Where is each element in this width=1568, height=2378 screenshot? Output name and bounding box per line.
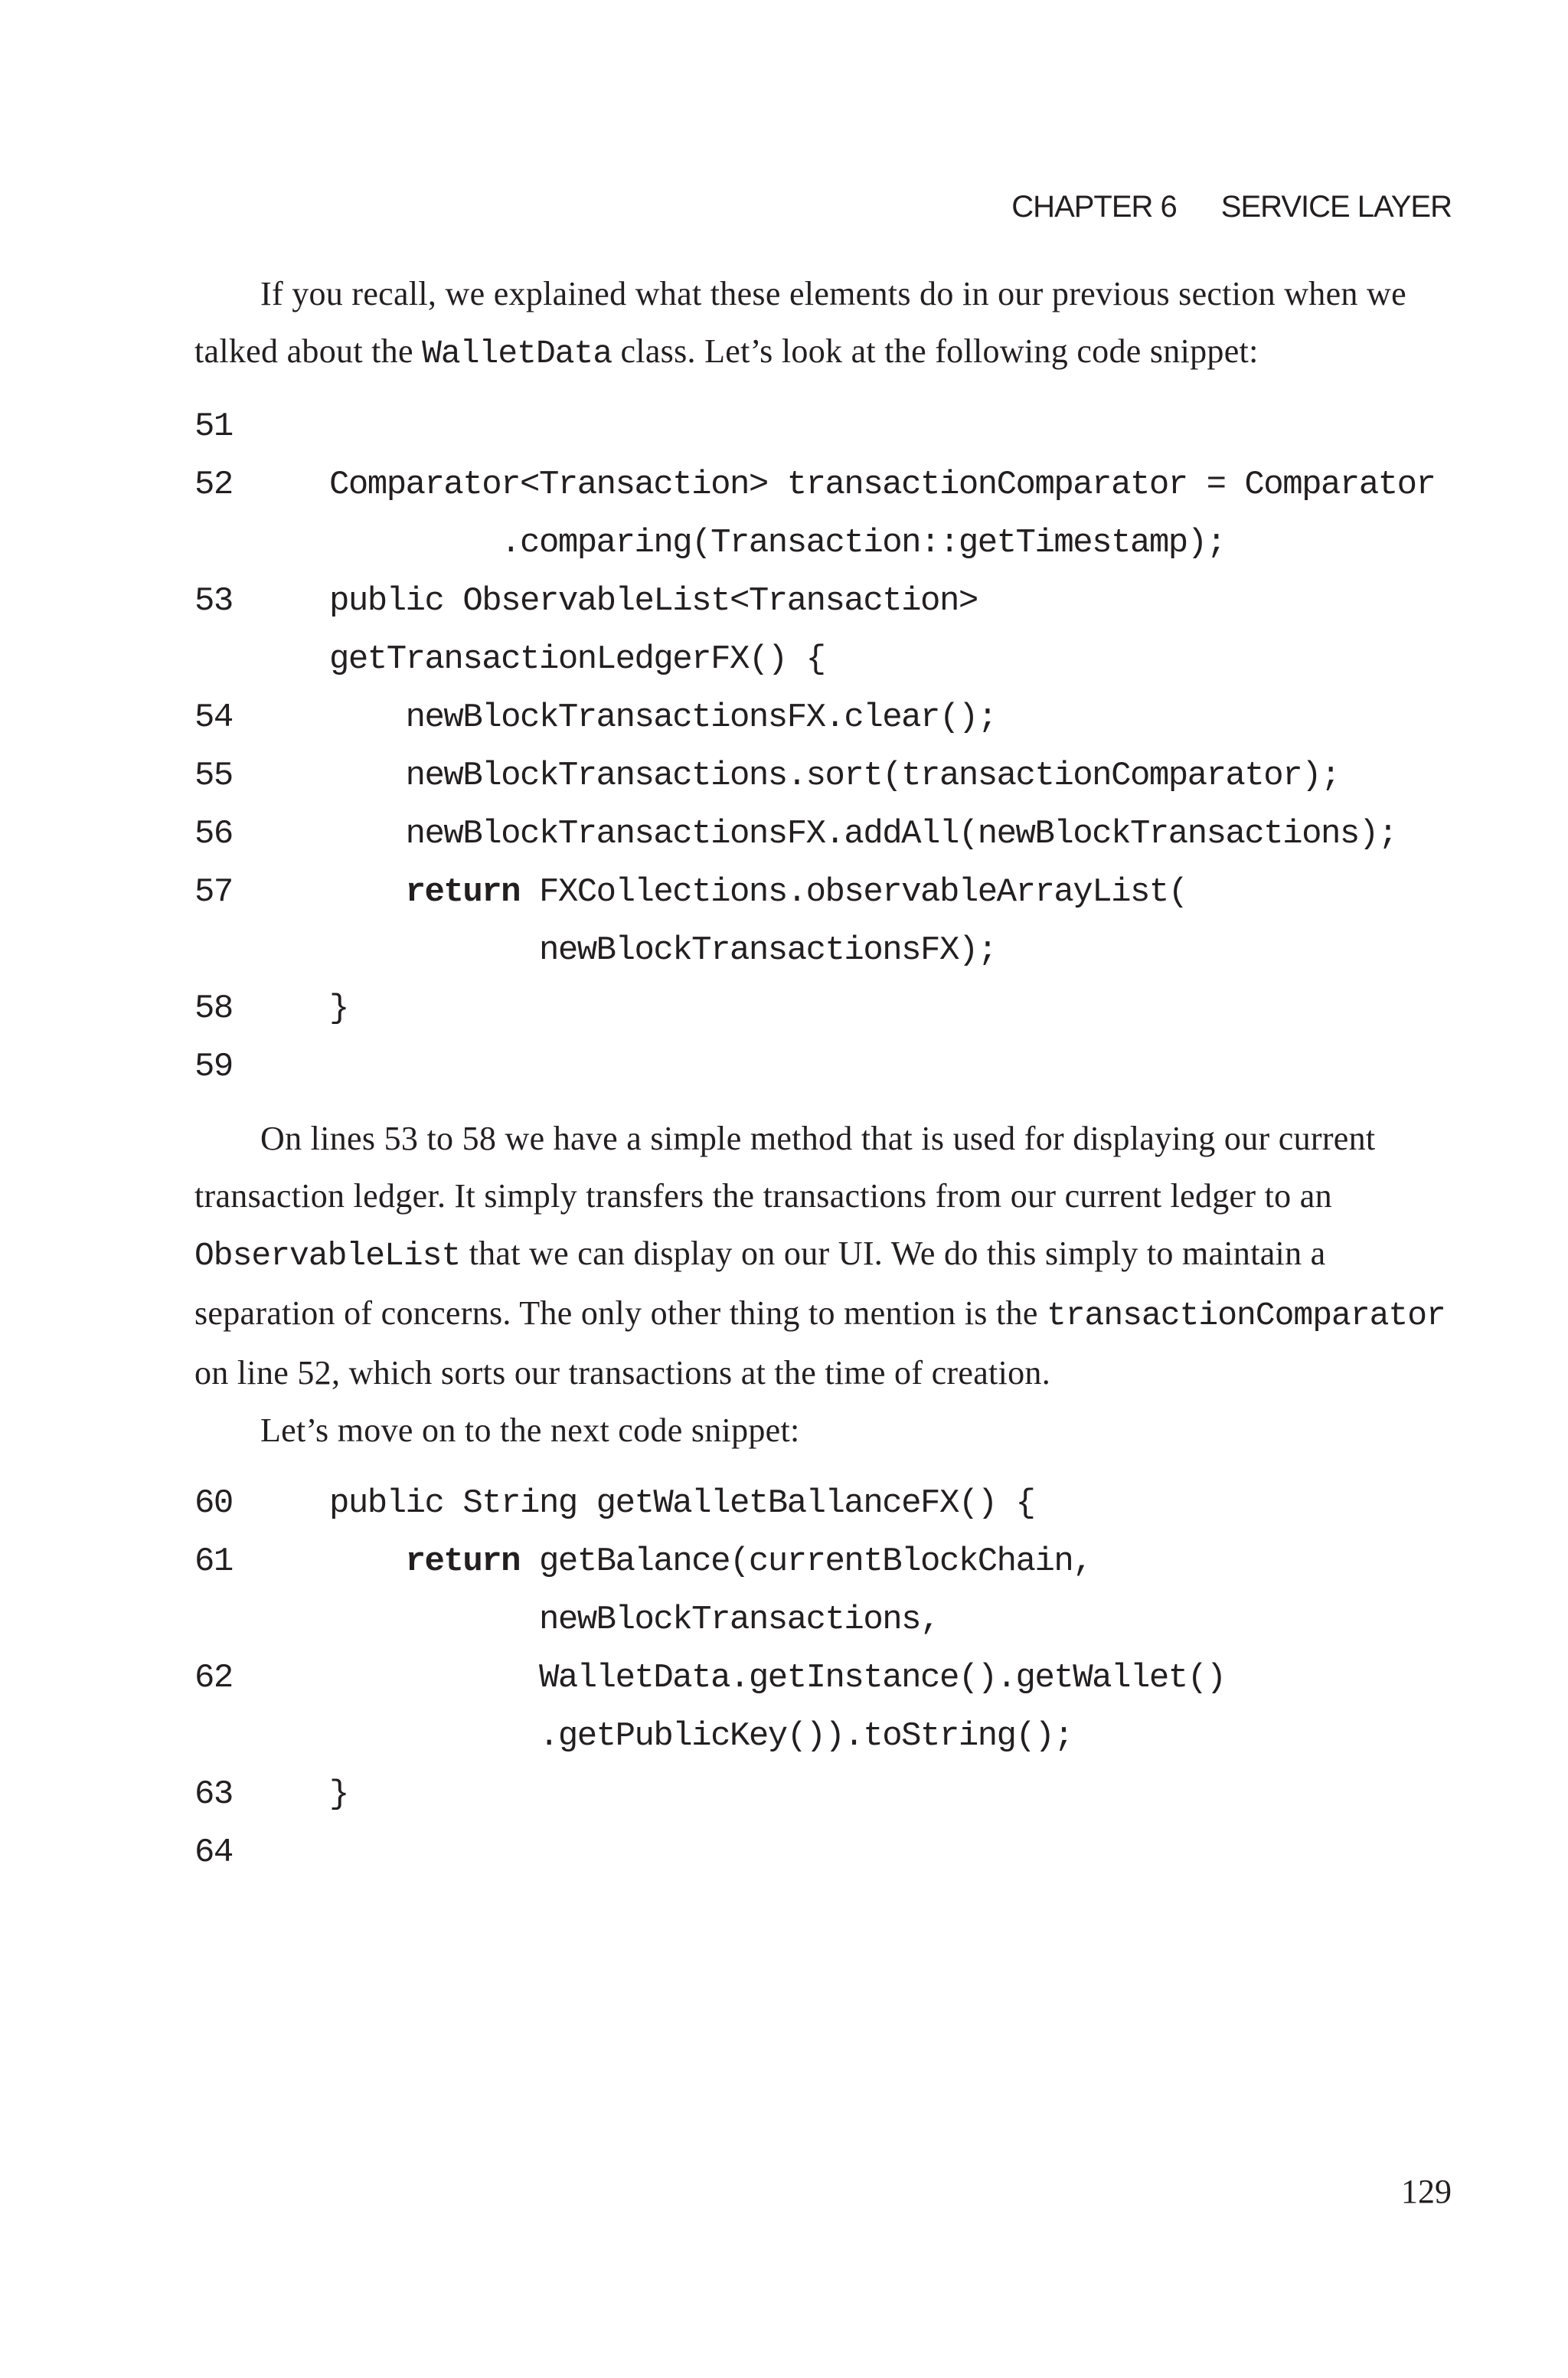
line-number <box>194 1591 329 1649</box>
code-line <box>194 689 1454 747</box>
line-number <box>194 630 329 689</box>
code-line <box>194 980 1454 1038</box>
code-text: Comparator<Transaction> transactionComparator = Comparator <box>329 466 1436 504</box>
keyword: return <box>405 873 521 911</box>
line-number: 60 <box>194 1484 233 1523</box>
code-text: newBlockTransactionsFX.addAll(newBlockTransactions); <box>329 815 1397 853</box>
keyword: return <box>405 1542 521 1581</box>
code-text: } <box>329 989 348 1028</box>
code-line <box>194 397 1454 456</box>
code-text: newBlockTransactionsFX); <box>329 931 997 970</box>
transition-paragraph: Let’s move on to the next code snippet: <box>260 1411 800 1449</box>
code-snippet-1 <box>194 397 1454 1096</box>
page-number: 129 <box>1401 2173 1452 2210</box>
intro-paragraph: If you recall, we explained what these elements do in our previous section when we talked about the WalletData class. Let’s look at the following code snippet: <box>194 275 1406 372</box>
code-line <box>194 514 1454 572</box>
code-snippet-2 <box>194 1474 1454 1882</box>
code-text: .comparing(Transaction::getTimestamp); <box>329 524 1226 562</box>
section-label: SERVICE LAYER <box>1220 190 1452 224</box>
line-number <box>194 1707 329 1765</box>
line-number: 52 <box>194 466 233 504</box>
line-number: 63 <box>194 1775 233 1814</box>
line-number: 55 <box>194 757 233 795</box>
code-line <box>194 572 1454 630</box>
running-header <box>1011 190 1452 224</box>
code-text: } <box>329 1775 348 1814</box>
code-text: public String getWalletBallanceFX() { <box>329 1484 1035 1523</box>
code-text: return getBalance(currentBlockChain, <box>405 1542 1093 1581</box>
code-text: return FXCollections.observableArrayList( <box>405 873 1187 911</box>
line-number <box>194 921 329 980</box>
code-text: newBlockTransactions, <box>329 1601 939 1639</box>
code-line <box>194 747 1454 805</box>
line-number: 57 <box>194 873 233 911</box>
code-line <box>194 1824 1454 1882</box>
code-line <box>194 1707 1454 1765</box>
code-text: public ObservableList<Transaction> <box>329 582 978 620</box>
chapter-label: CHAPTER 6 <box>1011 190 1177 224</box>
line-number: 64 <box>194 1833 233 1872</box>
code-line <box>194 805 1454 863</box>
explanation-paragraph: On lines 53 to 58 we have a simple method that is used for displaying our current transaction ledger. It simply transfers the transactions from our current ledger to an ObservableList that we can display on our UI. We do this simply to maintain a separation of concerns. The only other thing to mention is the transactionComparator on line 52, which sorts our transactions at the time of creation. <box>194 1120 1446 1392</box>
code-text: newBlockTransactionsFX.clear(); <box>329 698 997 737</box>
inline-code: ObservableList <box>194 1237 461 1274</box>
code-text: newBlockTransactions.sort(transactionComparator); <box>329 757 1340 795</box>
line-number <box>194 514 329 572</box>
code-line <box>194 921 1454 980</box>
code-line <box>194 1649 1454 1707</box>
line-number: 62 <box>194 1659 233 1697</box>
code-line <box>194 1532 1454 1591</box>
inline-code: WalletData <box>422 335 612 372</box>
code-line <box>194 1765 1454 1824</box>
code-line <box>194 1474 1454 1532</box>
code-line <box>194 1038 1454 1096</box>
line-number: 53 <box>194 582 233 620</box>
code-line <box>194 630 1454 689</box>
line-number: 54 <box>194 698 233 737</box>
code-text: .getPublicKey()).toString(); <box>329 1717 1073 1755</box>
code-line <box>194 1591 1454 1649</box>
line-number: 58 <box>194 989 233 1028</box>
inline-code: transactionComparator <box>1046 1297 1446 1334</box>
code-line <box>194 863 1454 921</box>
line-number: 61 <box>194 1542 233 1581</box>
code-text: getTransactionLedgerFX() { <box>329 640 825 679</box>
line-number: 59 <box>194 1048 233 1086</box>
line-number: 56 <box>194 815 233 853</box>
line-number: 51 <box>194 407 233 446</box>
code-text: WalletData.getInstance().getWallet() <box>329 1659 1226 1697</box>
page-body <box>194 265 1454 1882</box>
code-line <box>194 456 1454 514</box>
